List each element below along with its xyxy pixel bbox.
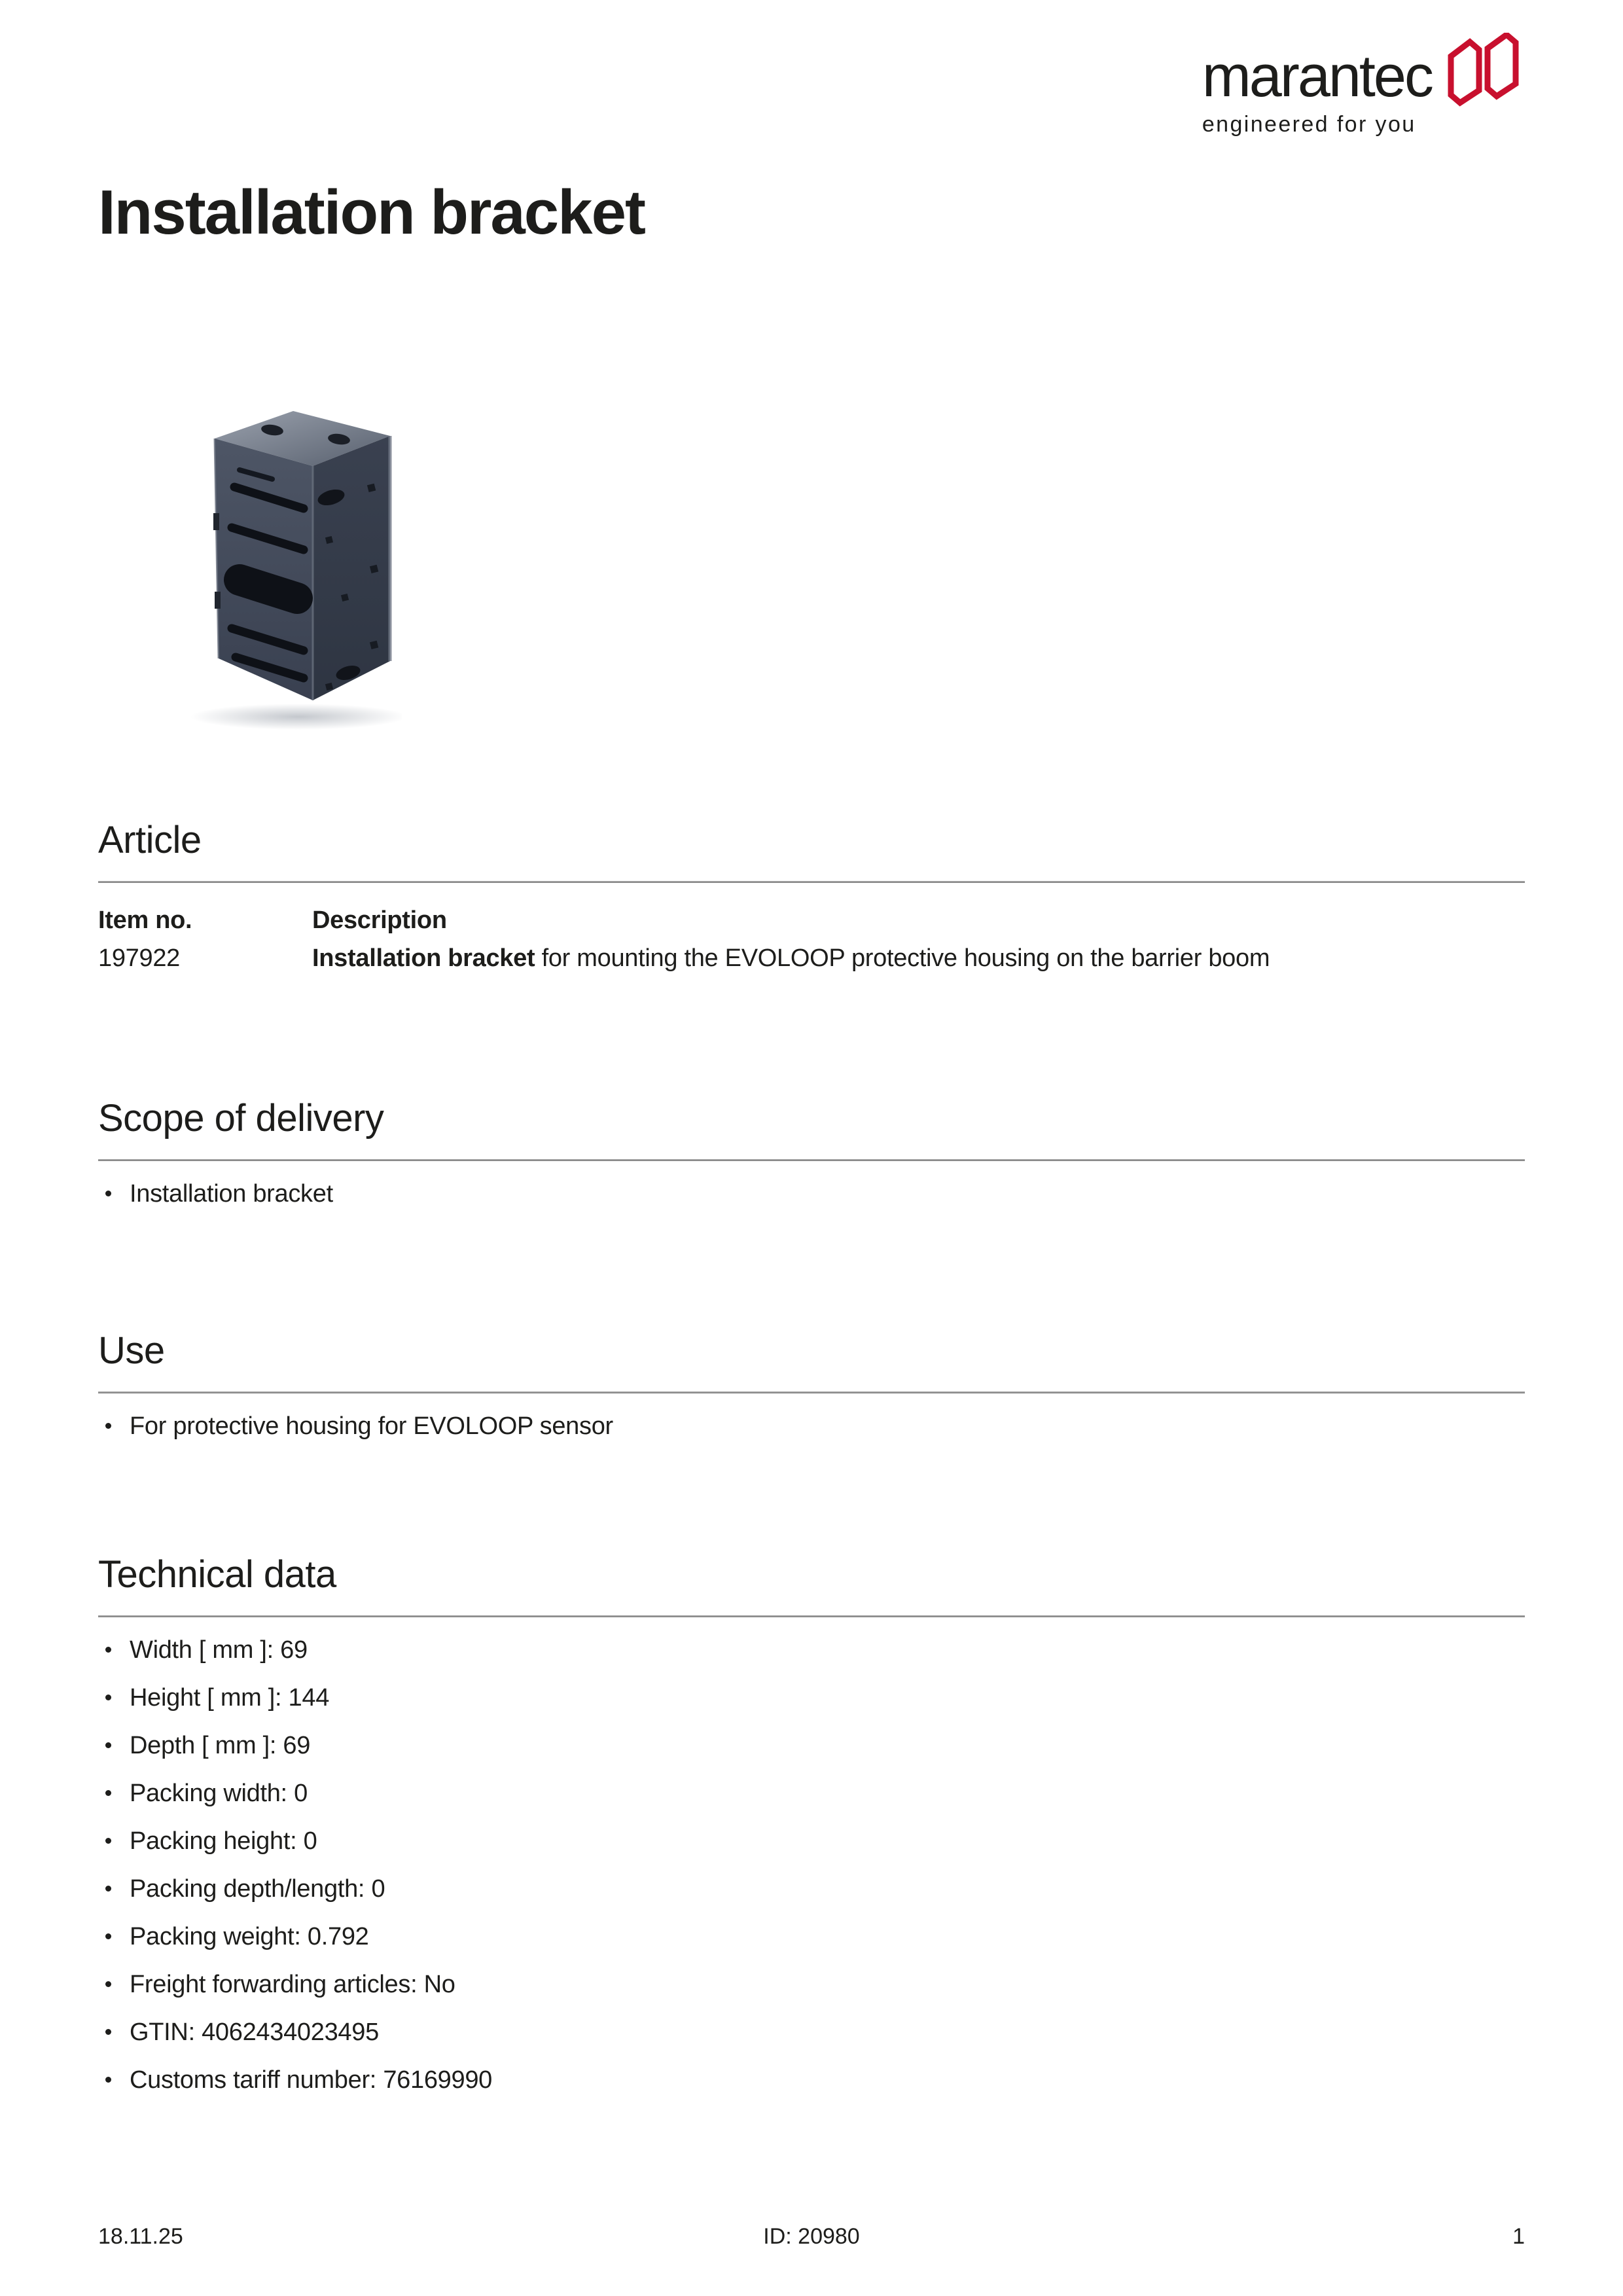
- section-divider: [98, 1391, 1525, 1393]
- section-divider: [98, 1159, 1525, 1161]
- marantec-door-icon: [1446, 33, 1525, 110]
- use-list: [98, 1411, 1525, 1441]
- section-heading-technical: Technical data: [98, 1553, 336, 1596]
- section-technical-data: [98, 1552, 1525, 2113]
- list-item: Installation bracket: [98, 1179, 1525, 1209]
- list-item-width: Width [ mm ]: 69: [98, 1635, 1525, 1665]
- footer-doc-id: ID: 20980: [763, 2224, 860, 2249]
- list-item-packing-height: Packing height: 0: [98, 1826, 1525, 1856]
- footer-page-number: 1: [1512, 2224, 1525, 2249]
- section-article: [98, 818, 1525, 973]
- item-number: 197922: [98, 944, 181, 972]
- section-use: [98, 1329, 1525, 1459]
- article-table-header: [98, 905, 1525, 935]
- page-title: Installation bracket: [98, 177, 645, 247]
- section-heading-article: Article: [98, 819, 202, 861]
- scope-list: [98, 1179, 1525, 1209]
- item-description: [312, 943, 1525, 973]
- page-footer: [98, 2224, 1525, 2250]
- section-scope-of-delivery: [98, 1096, 1525, 1227]
- item-description-text: for mounting the EVOLOOP protective housing on the barrier boom: [535, 944, 1270, 972]
- article-table-row: [98, 943, 1525, 973]
- logo-wordmark: marantec: [1202, 44, 1432, 109]
- product-image: [174, 398, 402, 732]
- list-item-packing-depth: Packing depth/length: 0: [98, 1874, 1525, 1904]
- item-description-product-name: Installation bracket: [312, 944, 535, 972]
- section-divider: [98, 881, 1525, 883]
- list-item-depth: Depth [ mm ]: 69: [98, 1731, 1525, 1761]
- column-header-item-no: Item no.: [98, 906, 192, 934]
- list-item-freight: Freight forwarding articles: No: [98, 1969, 1525, 2000]
- technical-data-list: [98, 1635, 1525, 2095]
- list-item-packing-weight: Packing weight: 0.792: [98, 1922, 1525, 1952]
- section-divider: [98, 1615, 1525, 1617]
- logo-tagline: engineered for you: [1202, 112, 1416, 137]
- list-item-height: Height [ mm ]: 144: [98, 1683, 1525, 1713]
- list-item-packing-width: Packing width: 0: [98, 1778, 1525, 1808]
- list-item-customs-tariff: Customs tariff number: 76169990: [98, 2065, 1525, 2095]
- section-heading-use: Use: [98, 1329, 165, 1372]
- bracket-illustration: [174, 398, 402, 732]
- list-item: For protective housing for EVOLOOP sensor: [98, 1411, 1525, 1441]
- footer-date: 18.11.25: [98, 2224, 183, 2249]
- logo-text-block: [1202, 33, 1432, 137]
- brand-logo: [1202, 33, 1525, 137]
- column-header-description: Description: [312, 906, 447, 934]
- list-item-gtin: GTIN: 4062434023495: [98, 2017, 1525, 2047]
- section-heading-scope: Scope of delivery: [98, 1097, 384, 1139]
